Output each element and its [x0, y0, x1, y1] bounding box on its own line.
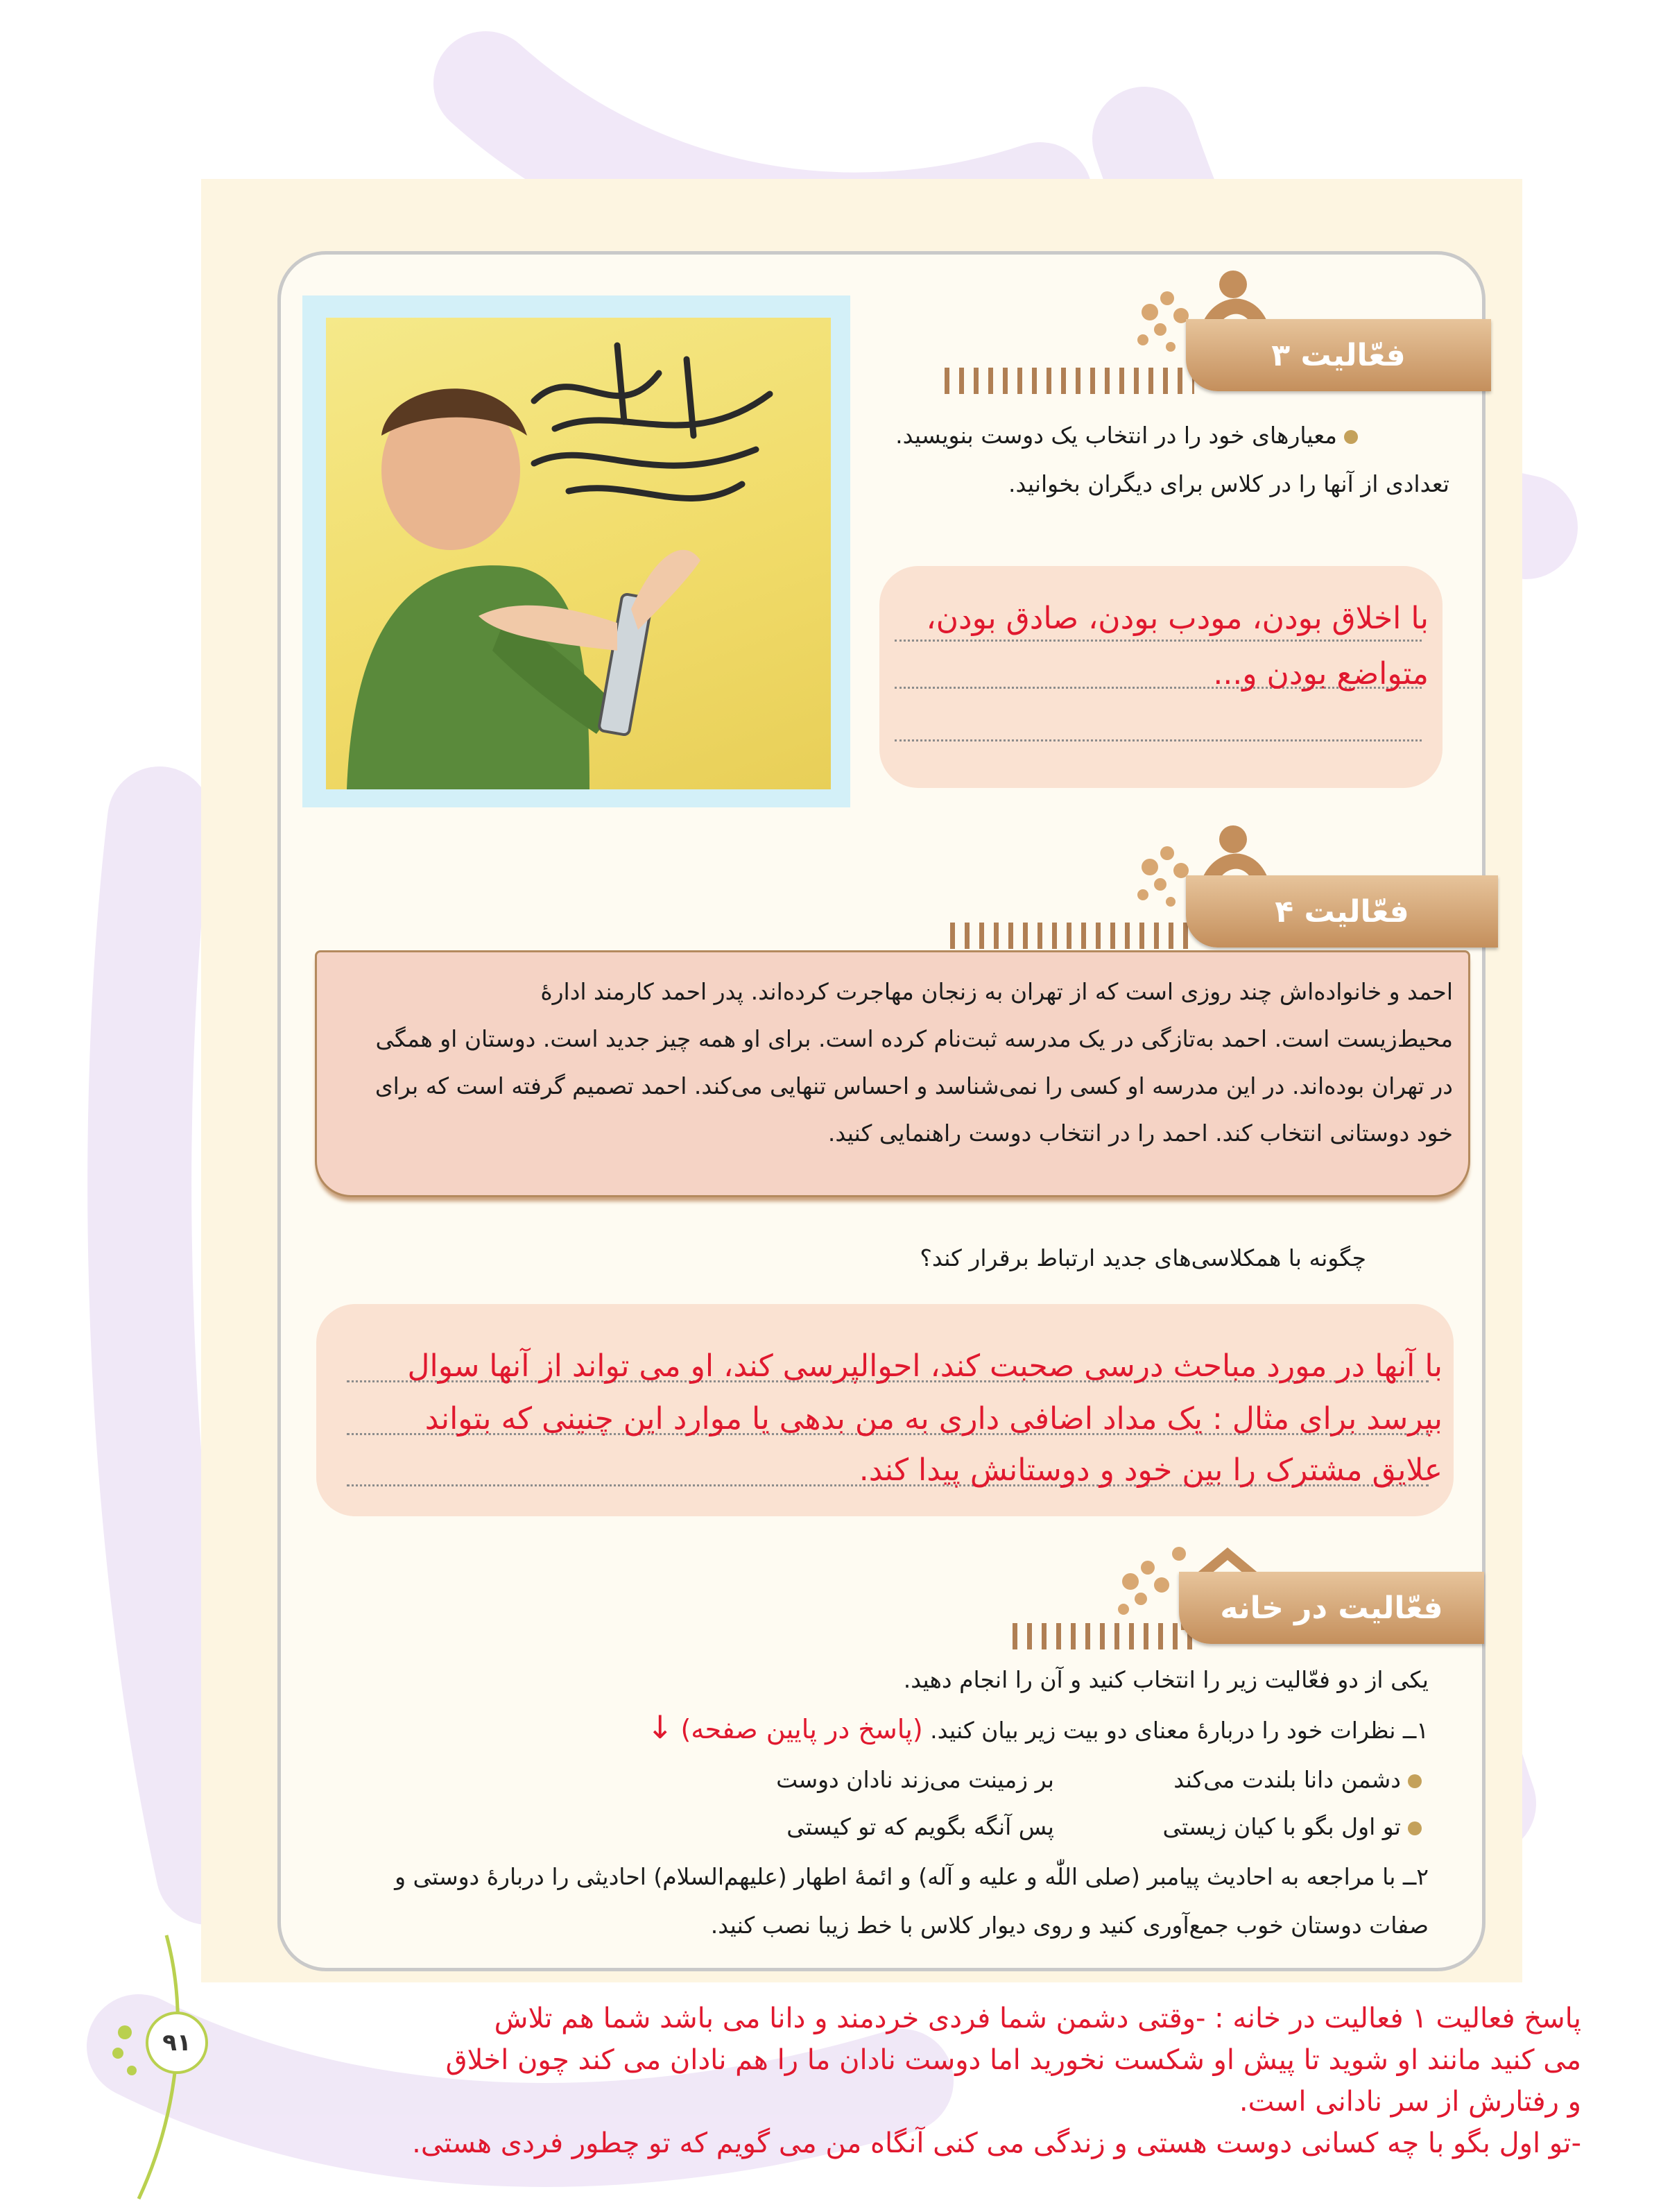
vine-decor-icon	[97, 1928, 215, 2206]
verse-text: دشمن دانا بلندت می‌کند	[1173, 1766, 1401, 1793]
activity4-answer-line-3: علایق مشترک را بین خود و دوستانش پیدا کند.	[859, 1452, 1443, 1488]
footer-answer	[222, 1998, 1581, 2164]
home-activity-title: فعّالیت در خانه	[1179, 1572, 1484, 1644]
case-line-2: محیط‌زیست است. احمد به‌تازگی در یک مدرسه ثبت‌نام کرده است. برای او همه چیز جدید است. دوستان او همگی	[375, 1025, 1453, 1052]
activity4-question: چگونه با همکلاسی‌های جدید ارتباط برقرار کند؟	[920, 1244, 1366, 1271]
poem-verse-1-right	[1110, 1759, 1422, 1801]
activity4-answer-line-2: بپرسد برای مثال : یک مداد اضافی داری به من بدهی یا موارد این چنینی که بتواند	[424, 1401, 1443, 1437]
poem-verse-1-left: بر زمینت می‌زند نادان دوست	[776, 1766, 1054, 1793]
bullet-icon	[1344, 430, 1358, 444]
case-line-4: خود دوستانی انتخاب کند. احمد را در انتخاب دوست راهنمایی کنید.	[827, 1120, 1453, 1147]
verse-text: تو اول بگو با کیان زیستی	[1162, 1813, 1401, 1840]
down-arrow-icon: ↓	[646, 1708, 673, 1746]
home-activity-item2-line2: صفات دوستان خوب جمع‌آوری کنید و روی دیوار کلاس با خط زیبا نصب کنید.	[710, 1912, 1429, 1939]
footer-line-3: و رفتارش از سر نادانی است.	[1239, 2086, 1581, 2118]
tick-decoration	[950, 923, 1193, 949]
answer-line	[895, 739, 1422, 741]
item1-text: ۱ــ نظرات خود را دربارهٔ معنای دو بیت زیر بیان کنید.	[930, 1717, 1429, 1744]
activity3-answer-line-1: با اخلاق بودن، مودب بودن، صادق بودن،	[926, 601, 1429, 636]
footer-line-1: پاسخ فعالیت ۱ فعالیت در خانه : -وقتی دشمن شما فردی خردمند و دانا می باشد شما هم تلاش	[494, 2003, 1581, 2034]
activity3-instruction-2: تعدادی از آنها را در کلاس برای دیگران بخوانید.	[1008, 470, 1449, 497]
tick-decoration	[945, 368, 1194, 394]
poem-verse-2-right	[1082, 1806, 1422, 1848]
item1-answer-note: (پاسخ در پایین صفحه)	[680, 1714, 923, 1744]
poem-verse-2-left: پس آنگه بگویم که تو کیستی	[786, 1813, 1054, 1840]
bullet-icon	[1408, 1821, 1422, 1835]
activity4-answer-line-1: با آنها در مورد مباحث درسی صحبت کند، احوالپرسی کند، او می تواند از آنها سوال	[407, 1348, 1443, 1384]
case-line-1: احمد و خانواده‌اش چند روزی است که از تهران به زنجان مهاجرت کرده‌اند. پدر احمد کارمند ادارهٔ	[540, 978, 1453, 1005]
home-activity-item1	[485, 1706, 1429, 1751]
footer-line-2: می کنید مانند او شوید تا پیش او شکست نخورید اما دوست نادان ما را هم نادان می کند چون اخلاق	[445, 2044, 1581, 2076]
bullet-icon	[1408, 1774, 1422, 1788]
page-number: ۹۱	[146, 2012, 208, 2074]
instruction-text: معیارهای خود را در انتخاب یک دوست بنویسید.	[895, 422, 1337, 449]
home-activity-intro: یکی از دو فعّالیت زیر را انتخاب کنید و آن را انجام دهید.	[903, 1666, 1429, 1693]
home-activity-item2-line1: ۲ــ با مراجعه به احادیث پیامبر (صلی اللّٰه و علیه و آله) و ائمهٔ اطهار (علیهم‌السلام) احادیثی را دربارهٔ دوستی و	[395, 1863, 1429, 1890]
activity3-answer-line-2: متواضع بودن و...	[1213, 656, 1429, 692]
tick-decoration	[1013, 1623, 1193, 1649]
activity3-instruction-1	[879, 415, 1358, 456]
case-line-3: در تهران بوده‌اند. در این مدرسه او کسی را نمی‌شناسد و احساس تنهایی می‌کند. احمد تصمیم گرفته است که برای	[374, 1072, 1453, 1099]
activity3-title: فعّالیت ۳	[1186, 319, 1491, 391]
answer-line	[895, 640, 1422, 642]
footer-line-4: -تو اول بگو با چه کسانی دوست هستی و زندگی می کنی آنگاه من می گویم که تو چطور فردی هستی.	[412, 2127, 1581, 2159]
activity3-photo	[326, 318, 831, 789]
activity4-title: فعّالیت ۴	[1186, 875, 1498, 948]
